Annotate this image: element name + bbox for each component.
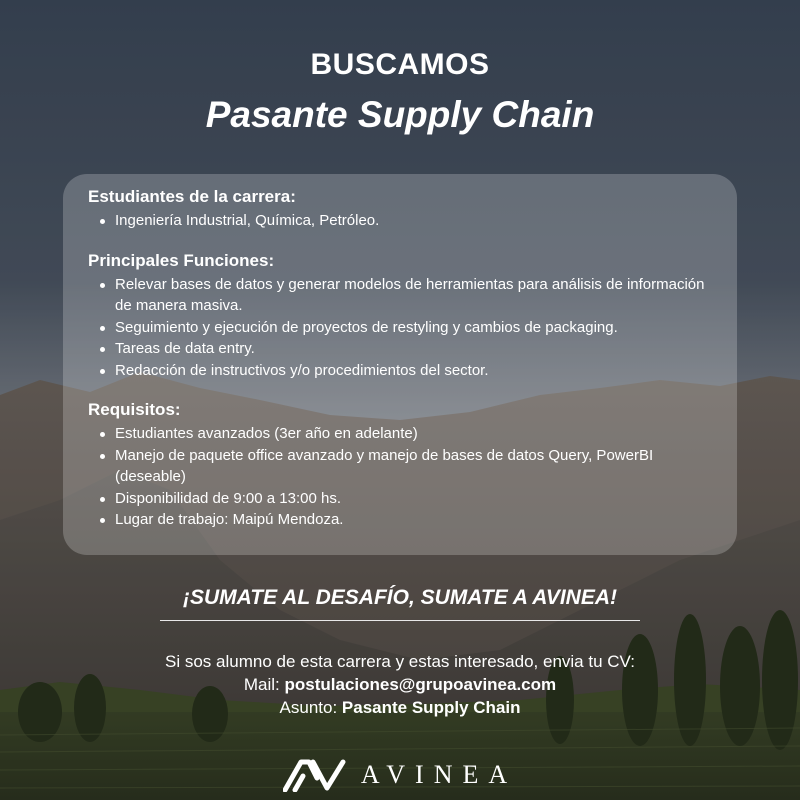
brand-logo — [0, 753, 800, 797]
section-title: Principales Funciones: — [88, 250, 275, 270]
contact-block — [0, 650, 800, 719]
bullet-item: Manejo de paquete office avanzado y manejo de bases de datos Query, PowerBI (deseable) — [88, 445, 718, 488]
bullet-item: Seguimiento y ejecución de proyectos de restyling y cambios de packaging. — [88, 317, 718, 339]
subject-value: Pasante Supply Chain — [341, 698, 521, 717]
bullet-list — [88, 423, 718, 531]
contact-mail — [0, 673, 800, 696]
call-to-action: ¡SUMATE AL DESAFÍO, SUMATE A AVINEA! — [183, 586, 617, 609]
details-panel — [63, 174, 737, 555]
section-title: Estudiantes de la carrera: — [88, 187, 296, 206]
section-requirements — [88, 399, 718, 531]
mail-label: Mail: — [243, 675, 280, 694]
contact-intro: Si sos alumno de esta carrera y estas interesado, envia tu CV: — [165, 652, 635, 671]
bullet-list — [88, 210, 718, 232]
section-title: Requisitos: — [88, 400, 181, 419]
details-panel-content — [88, 186, 718, 531]
bullet-item: Disponibilidad de 9:00 a 13:00 hs. — [88, 488, 718, 510]
bullet-item: Ingeniería Industrial, Química, Petróleo. — [88, 210, 718, 232]
bullet-item: Tareas de data entry. — [88, 338, 718, 360]
bullet-list — [88, 274, 718, 382]
divider — [160, 620, 640, 621]
bullet-item: Relevar bases de datos y generar modelos de herramientas para análisis de información de manera masiva. — [88, 274, 718, 317]
bullet-item: Estudiantes avanzados (3er año en adelante) — [88, 423, 718, 445]
kicker-heading: BUSCAMOS — [310, 48, 490, 81]
mail-address[interactable]: postulaciones@grupoavinea.com — [284, 675, 557, 694]
bullet-item: Lugar de trabajo: Maipú Mendoza. — [88, 509, 718, 531]
contact-subject — [0, 696, 800, 719]
av-monogram-icon — [283, 758, 347, 792]
bullet-item: Redacción de instructivos y/o procedimientos del sector. — [88, 360, 718, 382]
section-functions — [88, 250, 718, 382]
subject-label: Asunto: — [279, 698, 338, 717]
section-students — [88, 186, 718, 232]
position-title: Pasante Supply Chain — [205, 94, 595, 135]
brand-wordmark: AVINEA — [360, 760, 518, 789]
